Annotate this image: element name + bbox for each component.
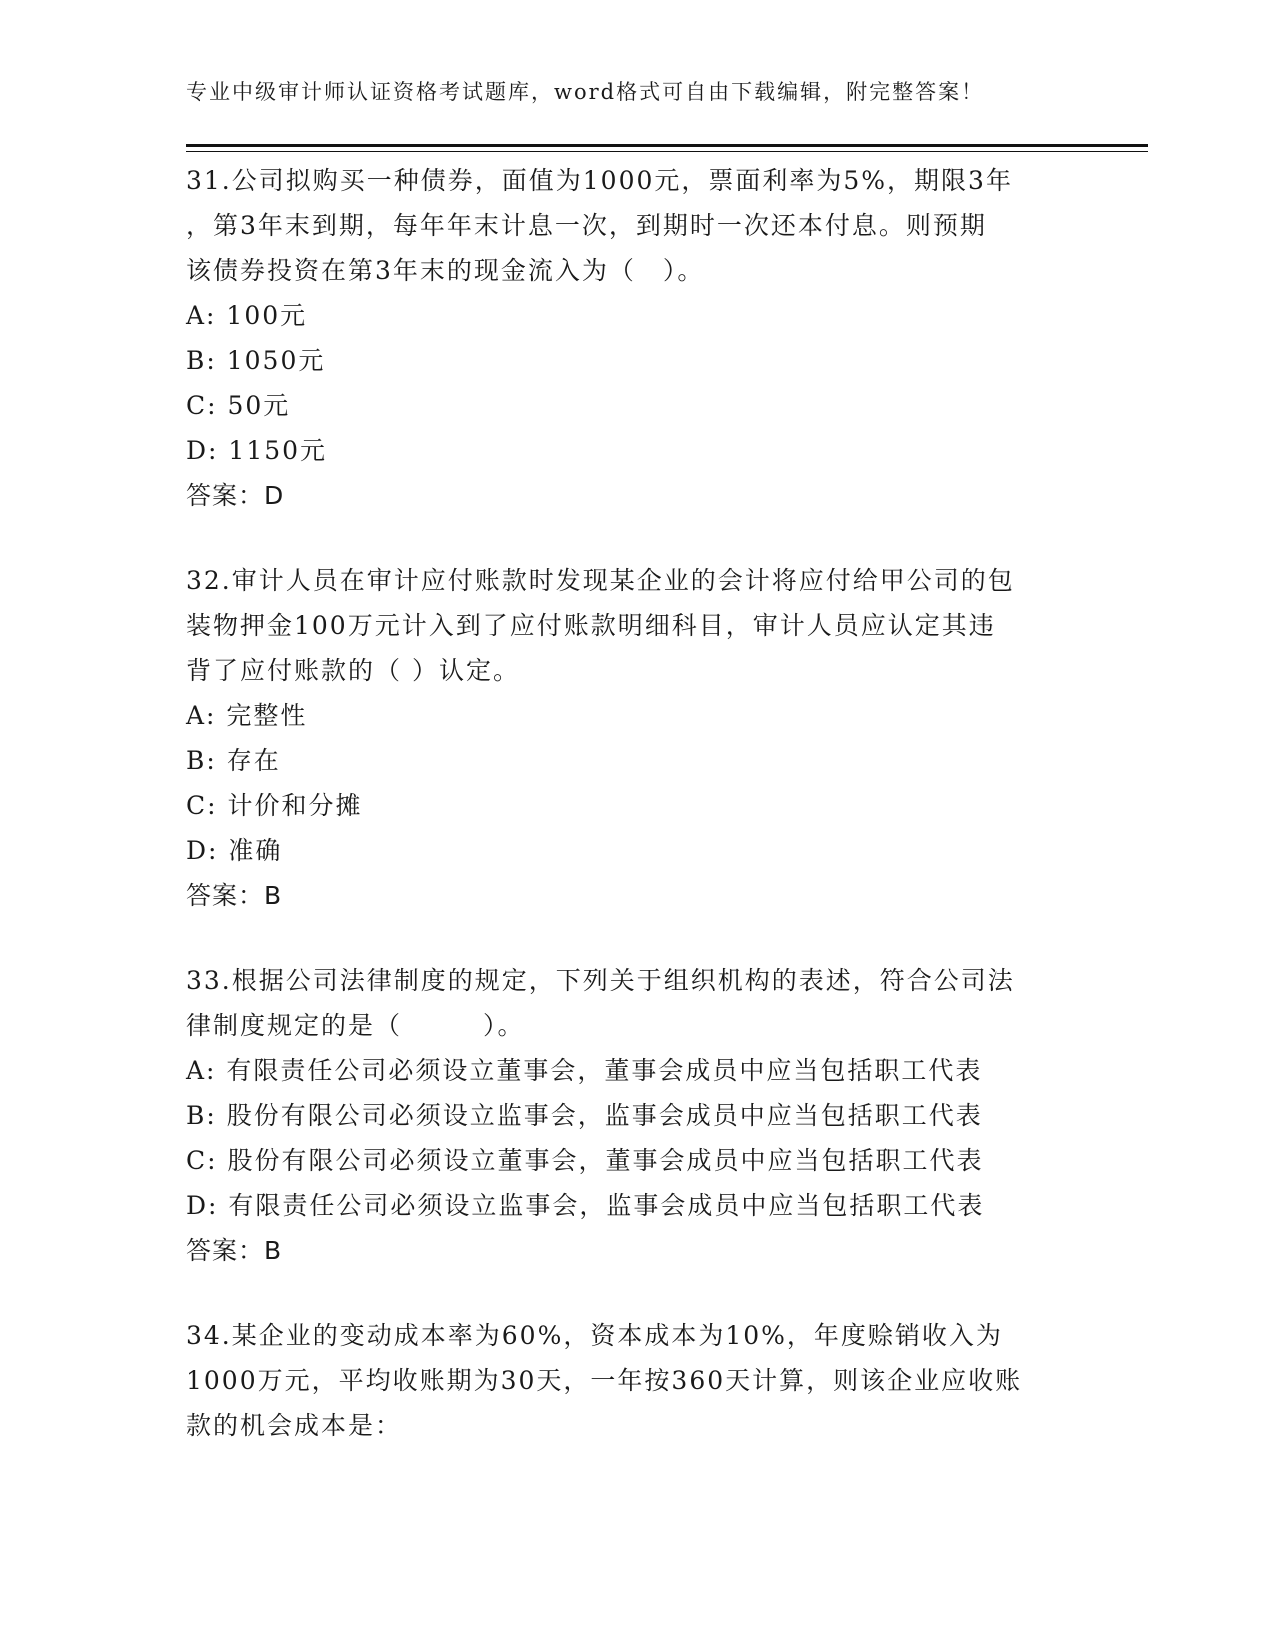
- option-c: C: 股份有限公司必须设立董事会，董事会成员中应当包括职工代表: [186, 1146, 984, 1175]
- page-header: 专业中级审计师认证资格考试题库，word格式可自由下载编辑，附完整答案！: [186, 80, 985, 104]
- option-a: A: 100元: [186, 301, 308, 330]
- question-text: 34.某企业的变动成本率为60%，资本成本为10%，年度赊销收入为 1000万元，平均收账期为30天，一年按360天计算，则该企业应收账 款的机会成本是：: [186, 1321, 1023, 1440]
- option-b: B: 股份有限公司必须设立监事会，监事会成员中应当包括职工代表: [186, 1101, 983, 1130]
- option-c: C: 计价和分摊: [186, 791, 363, 820]
- option-d: D: 有限责任公司必须设立监事会，监事会成员中应当包括职工代表: [186, 1191, 985, 1220]
- header-rule-thin: [186, 151, 1148, 152]
- option-a: A: 完整性: [186, 701, 308, 730]
- question-31: [186, 158, 1086, 518]
- option-a: A: 有限责任公司必须设立董事会，董事会成员中应当包括职工代表: [186, 1056, 983, 1085]
- question-text: 32.审计人员在审计应付账款时发现某企业的会计将应付给甲公司的包 装物押金100万元计入到了应付账款明细科目，审计人员应认定其违 背了应付账款的（ ）认定。: [186, 566, 1015, 685]
- answer: 答案：D: [186, 481, 285, 510]
- option-b: B: 存在: [186, 746, 281, 775]
- question-list: [186, 158, 1086, 1488]
- answer: 答案：B: [186, 1236, 283, 1265]
- header-rule-thick: [186, 144, 1148, 147]
- question-text: 33.根据公司法律制度的规定，下列关于组织机构的表述，符合公司法 律制度规定的是（ ）。: [186, 966, 1015, 1040]
- answer: 答案：B: [186, 881, 283, 910]
- question-32: [186, 558, 1086, 918]
- question-text: 31.公司拟购买一种债券，面值为1000元，票面利率为5%，期限3年 ，第3年末到期，每年年末计息一次，到期时一次还本付息。则预期 该债券投资在第3年末的现金流入为（ ）。: [186, 166, 1013, 285]
- option-d: D: 准确: [186, 836, 283, 865]
- option-d: D: 1150元: [186, 436, 328, 465]
- option-b: B: 1050元: [186, 346, 326, 375]
- question-33: [186, 958, 1086, 1273]
- option-c: C: 50元: [186, 391, 291, 420]
- question-34: [186, 1313, 1086, 1448]
